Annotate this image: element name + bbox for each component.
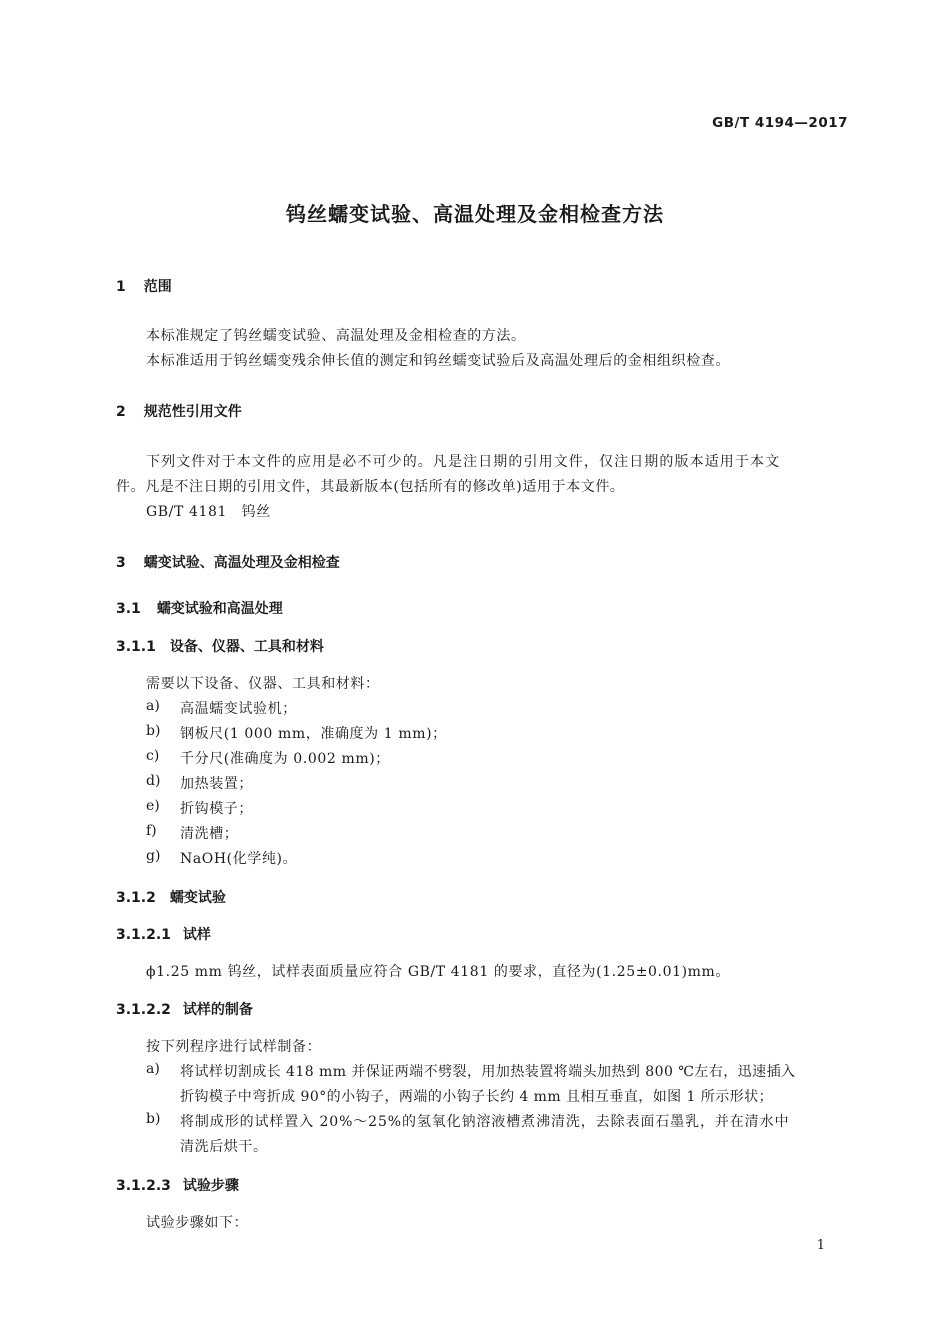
section-number: 3.1.2: [116, 890, 156, 906]
list-item-line: 清洗后烘干。: [180, 1139, 268, 1155]
section-number: 3.1.1: [116, 639, 156, 655]
list-item: 千分尺(准确度为 0.002 mm)；: [180, 751, 390, 767]
list-item-line: 将制成形的试样置入 20%～25%的氢氧化钠溶液槽煮沸清洗，去除表面石墨乳，并在清水中: [180, 1114, 790, 1130]
list-item: 清洗槽；: [180, 826, 239, 842]
section-3-1-2-2-heading: [116, 999, 253, 1019]
document-title: 钨丝蠕变试验、高温处理及金相检查方法: [286, 202, 664, 226]
section-number: 3: [116, 555, 126, 571]
section-number: 2: [116, 404, 126, 420]
section-title: 蠕变试验: [169, 890, 226, 906]
section-title: 试验步骤: [182, 1178, 239, 1194]
section-title: 设备、仪器、工具和材料: [169, 639, 324, 655]
section-number: 1: [116, 279, 126, 295]
section-title: 蠕变试验、高温处理及金相检查: [143, 555, 340, 571]
section-number: 3.1.2.1: [116, 927, 171, 943]
paragraph: 试验步骤如下：: [146, 1215, 249, 1231]
section-number: 3.1.2.2: [116, 1002, 171, 1018]
list-item-marker: b): [146, 723, 161, 739]
section-2-heading: [116, 401, 242, 421]
list-intro: 按下列程序进行试样制备：: [146, 1039, 322, 1055]
list-item-line: 将试样切割成长 418 mm 并保证两端不劈裂，用加热装置将端头加热到 800 ℃左右，迅速插入: [180, 1064, 796, 1080]
section-number: 3.1.2.3: [116, 1178, 171, 1194]
list-item: 高温蠕变试验机；: [180, 701, 297, 717]
paragraph: ϕ1.25 mm 钨丝，试样表面质量应符合 GB/T 4181 的要求，直径为(1.25±0.01)mm。: [146, 964, 731, 980]
section-1-heading: [116, 276, 172, 296]
section-3-1-2-3-heading: [116, 1175, 239, 1195]
section-number: 3.1: [116, 601, 141, 617]
section-3-1-1-heading: [116, 636, 324, 656]
section-title: 蠕变试验和高温处理: [156, 601, 283, 617]
section-title: 试样的制备: [182, 1002, 253, 1018]
list-item-marker: e): [146, 798, 160, 814]
list-item: 钢板尺(1 000 mm，准确度为 1 mm)；: [180, 726, 447, 742]
section-3-1-2-1-heading: [116, 924, 211, 944]
list-item-marker: c): [146, 748, 160, 764]
page-number: 1: [816, 1238, 825, 1253]
list-item: 加热装置；: [180, 776, 253, 792]
list-item-marker: d): [146, 773, 161, 789]
section-title: 规范性引用文件: [143, 404, 242, 420]
section-title: 试样: [182, 927, 211, 943]
list-item: NaOH(化学纯)。: [180, 851, 298, 867]
list-item-marker: a): [146, 698, 160, 714]
list-item-marker: a): [146, 1061, 160, 1077]
paragraph: 本标准规定了钨丝蠕变试验、高温处理及金相检查的方法。: [146, 328, 526, 344]
standard-number: GB/T 4194—2017: [712, 115, 848, 131]
list-item-marker: f): [146, 823, 157, 839]
list-item-marker: g): [146, 848, 161, 864]
section-3-heading: [116, 552, 340, 572]
section-3-1-2-heading: [116, 887, 226, 907]
section-title: 范围: [143, 279, 172, 295]
list-intro: 需要以下设备、仪器、工具和材料：: [146, 676, 380, 692]
list-item: 折钩模子；: [180, 801, 253, 817]
normative-reference: GB/T 4181 钨丝: [146, 504, 271, 520]
list-item-line: 折钩模子中弯折成 90°的小钩子，两端的小钩子长约 4 mm 且相互垂直，如图 1 所示形状；: [180, 1089, 774, 1105]
paragraph-line: 下列文件对于本文件的应用是必不可少的。凡是注日期的引用文件，仅注日期的版本适用于本文: [146, 454, 781, 470]
paragraph: 本标准适用于钨丝蠕变残余伸长值的测定和钨丝蠕变试验后及高温处理后的金相组织检查。: [146, 353, 730, 369]
list-item-marker: b): [146, 1111, 161, 1127]
paragraph-line: 件。凡是不注日期的引用文件，其最新版本(包括所有的修改单)适用于本文件。: [116, 479, 625, 495]
section-3-1-heading: [116, 598, 283, 618]
